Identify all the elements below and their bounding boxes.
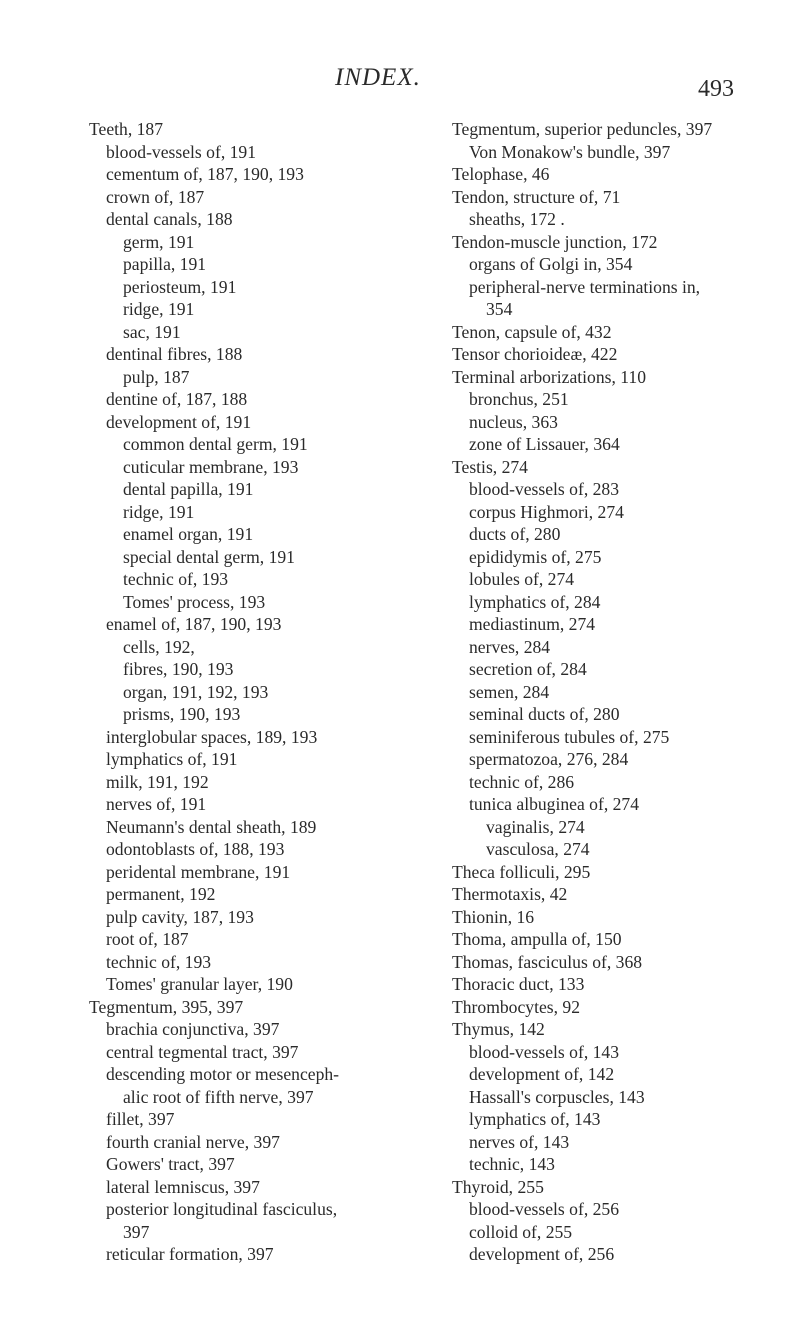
index-entry: lymphatics of, 191: [106, 749, 238, 769]
index-entry: blood-vessels of, 143: [469, 1041, 620, 1062]
index-entry: Thermotaxis, 42: [452, 884, 568, 904]
index-entry: technic of, 193: [123, 569, 229, 589]
index-entry: reticular formation, 397: [106, 1244, 274, 1264]
index-entry: central tegmental tract, 397: [106, 1041, 299, 1062]
index-entry: dental papilla, 191: [123, 479, 254, 499]
index-entry: pulp, 187: [123, 366, 190, 387]
index-entry: mediastinum, 274: [469, 614, 596, 634]
index-entry: technic of, 286: [469, 771, 575, 792]
index-entry: seminal ducts of, 280: [469, 704, 620, 724]
index-entry: tunica albuginea of, 274: [469, 794, 640, 814]
index-entry: interglobular spaces, 189, 193: [106, 726, 318, 747]
index-entry: permanent, 192: [106, 884, 216, 904]
index-entry: Tegmentum, superior peduncles, 397: [452, 119, 713, 139]
index-entry: peripheral-nerve terminations in,: [469, 276, 701, 297]
index-entry: Tegmentum, 395, 397: [89, 996, 244, 1017]
index-entry: Tendon, structure of, 71: [452, 186, 621, 207]
index-entry: prisms, 190, 193: [123, 704, 241, 724]
index-entry: seminiferous tubules of, 275: [469, 726, 670, 747]
index-entry: spermatozoa, 276, 284: [469, 749, 629, 769]
index-entry: Hassall's corpuscles, 143: [469, 1086, 645, 1107]
index-entry: development of, 142: [469, 1064, 615, 1084]
index-entry: sheaths, 172 .: [469, 209, 565, 229]
index-entry: zone of Lissauer, 364: [469, 434, 620, 454]
index-entry: nerves of, 191: [106, 794, 207, 814]
index-entry: Thoracic duct, 133: [452, 974, 585, 994]
index-entry: Thrombocytes, 92: [452, 996, 581, 1017]
index-entry: Tenon, capsule of, 432: [452, 321, 612, 342]
index-entry: Von Monakow's bundle, 397: [469, 141, 671, 162]
index-entry: corpus Highmori, 274: [469, 501, 624, 522]
index-entry: Theca folliculi, 295: [452, 861, 591, 882]
index-entry: common dental germ, 191: [123, 434, 308, 454]
index-entry: cells, 192,: [123, 636, 195, 657]
index-entry: lateral lemniscus, 397: [106, 1176, 260, 1197]
index-entry: Gowers' tract, 397: [106, 1154, 235, 1174]
index-entry: organs of Golgi in, 354: [469, 254, 633, 274]
index-entry: 397: [123, 1221, 150, 1242]
page-number: 493: [698, 76, 734, 102]
index-entry: lymphatics of, 284: [469, 591, 601, 612]
index-entry: Thomas, fasciculus of, 368: [452, 951, 643, 972]
index-entry: dentine of, 187, 188: [106, 389, 248, 409]
index-entry: development of, 191: [106, 411, 252, 432]
index-entry: odontoblasts of, 188, 193: [106, 839, 285, 859]
index-entry: milk, 191, 192: [106, 771, 209, 792]
index-entry: colloid of, 255: [469, 1221, 573, 1242]
index-entry: fourth cranial nerve, 397: [106, 1131, 280, 1152]
index-column-right: [452, 118, 797, 1266]
index-entry: ridge, 191: [123, 299, 195, 319]
index-entry: blood-vessels of, 256: [469, 1199, 620, 1219]
index-entry: secretion of, 284: [469, 659, 587, 679]
index-entry: cementum of, 187, 190, 193: [106, 164, 304, 184]
index-entry: Terminal arborizations, 110: [452, 366, 647, 387]
index-entry: Thionin, 16: [452, 906, 535, 927]
index-entry: alic root of fifth nerve, 397: [123, 1086, 314, 1107]
index-entry: Telophase, 46: [452, 164, 550, 184]
index-entry: Thoma, ampulla of, 150: [452, 929, 622, 949]
index-entry: special dental germ, 191: [123, 546, 295, 567]
index-entry: ridge, 191: [123, 501, 195, 522]
index-entry: germ, 191: [123, 231, 195, 252]
index-entry: posterior longitudinal fasciculus,: [106, 1199, 338, 1219]
index-entry: sac, 191: [123, 321, 181, 342]
index-entry: Testis, 274: [452, 456, 528, 477]
index-entry: 354: [486, 299, 513, 319]
index-entry: nerves, 284: [469, 636, 551, 657]
index-entry: blood-vessels of, 191: [106, 141, 257, 162]
index-entry: Thymus, 142: [452, 1019, 545, 1039]
index-entry: fillet, 397: [106, 1109, 175, 1129]
page-header: [0, 62, 801, 102]
index-entry: Tendon-muscle junction, 172: [452, 231, 658, 252]
index-entry: cuticular membrane, 193: [123, 456, 299, 477]
index-entry: epididymis of, 275: [469, 546, 602, 567]
index-entry: blood-vessels of, 283: [469, 479, 620, 499]
index-entry: technic of, 193: [106, 951, 212, 972]
index-entry: Thyroid, 255: [452, 1176, 544, 1197]
index-entry: development of, 256: [469, 1244, 615, 1264]
index-entry: peridental membrane, 191: [106, 861, 291, 882]
index-entry: nucleus, 363: [469, 411, 558, 432]
index-entry: crown of, 187: [106, 186, 205, 207]
index-entry: periosteum, 191: [123, 276, 237, 297]
index-entry: descending motor or mesenceph-: [106, 1064, 340, 1084]
index-entry: vaginalis, 274: [486, 816, 585, 837]
index-entry: root of, 187: [106, 929, 189, 949]
index-entry: enamel of, 187, 190, 193: [106, 614, 282, 634]
index-entry: dental canals, 188: [106, 209, 233, 229]
index-entry: ducts of, 280: [469, 524, 561, 544]
index-entry: papilla, 191: [123, 254, 207, 274]
index-entry: Tensor chorioideæ, 422: [452, 344, 618, 364]
index-entry: nerves of, 143: [469, 1131, 570, 1152]
index-entry: fibres, 190, 193: [123, 659, 234, 679]
index-entry: dentinal fibres, 188: [106, 344, 243, 364]
index-entry: lobules of, 274: [469, 569, 575, 589]
index-entry: brachia conjunctiva, 397: [106, 1019, 280, 1039]
index-entry: semen, 284: [469, 681, 550, 702]
index-entry: technic, 143: [469, 1154, 555, 1174]
index-entry: pulp cavity, 187, 193: [106, 906, 254, 927]
index-entry: bronchus, 251: [469, 389, 569, 409]
index-entry: Tomes' process, 193: [123, 591, 266, 612]
index-entry: vasculosa, 274: [486, 839, 590, 859]
running-title: INDEX.: [335, 64, 421, 91]
index-entry: lymphatics of, 143: [469, 1109, 601, 1129]
index-column-left: [89, 118, 419, 1266]
index-entry: Teeth, 187: [89, 119, 164, 139]
index-entry: Neumann's dental sheath, 189: [106, 816, 317, 837]
index-entry: enamel organ, 191: [123, 524, 254, 544]
index-entry: Tomes' granular layer, 190: [106, 974, 293, 994]
index-entry: organ, 191, 192, 193: [123, 681, 269, 702]
